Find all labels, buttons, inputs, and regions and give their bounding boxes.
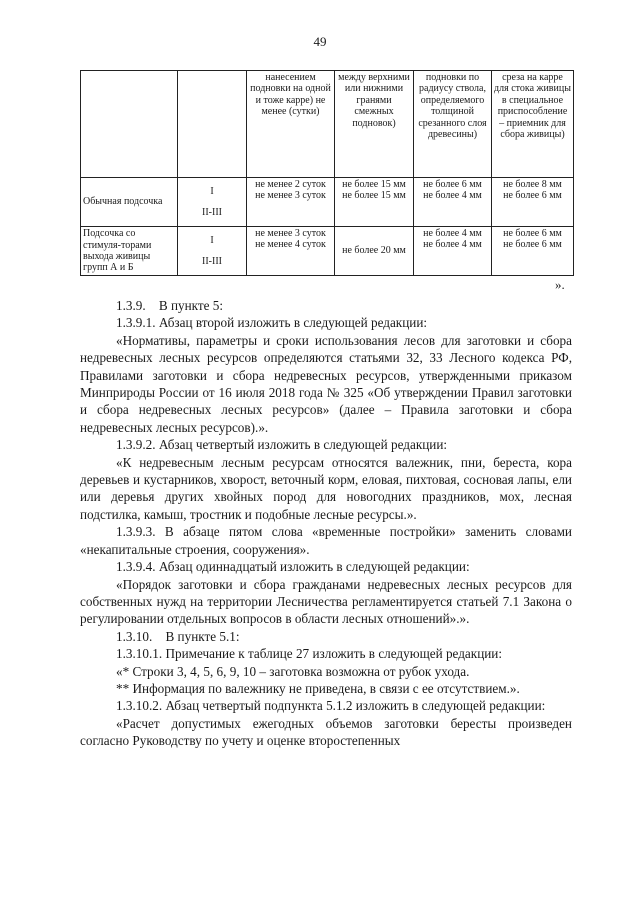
cell-value: не более 6 мм: [503, 228, 562, 239]
group-value: II-III: [202, 255, 222, 267]
group-value: I: [210, 186, 214, 198]
paragraph: 1.3.10. В пункте 5.1:: [116, 628, 240, 644]
paragraph: 1.3.9.3. В абзаце пятом слова «временные постройки» заменить словами «некапитальные строения, сооружения».: [80, 524, 572, 557]
cell-value: не менее 3 суток: [255, 228, 326, 239]
table-cell-name: Обычная подсочка: [81, 178, 178, 227]
table-cell-slope: [492, 178, 574, 227]
group-value: I: [210, 235, 214, 247]
header-cell: среза на карре для стока живицы в специальное приспособление – приемник для сбора живицы): [492, 71, 574, 178]
table-cell-distance: [335, 178, 414, 227]
page-number: 49: [313, 34, 327, 49]
table-cell-name: Подсочка со стимуля-торами выхода живицы групп А и Б: [81, 227, 178, 276]
cell-value: не более 4 мм: [423, 190, 482, 202]
paragraph: 1.3.10.1. Примечание к таблице 27 изложить в следующей редакции:: [116, 646, 503, 662]
cell-value: не более 8 мм: [503, 179, 562, 190]
cell-value: не более 4 мм: [423, 239, 482, 251]
table-cell-groups: [178, 178, 247, 227]
cell-value: не более 6 мм: [503, 239, 562, 251]
cell-value: не менее 4 суток: [255, 239, 326, 251]
table-closing-quote: ».: [555, 277, 565, 292]
table-cell-slope: [492, 227, 574, 276]
cell-value: не более 15 мм: [342, 179, 406, 190]
paragraph: «Порядок заготовки и сбора гражданами недревесных лесных ресурсов для собственных нужд на территории Лесничества регламентируется статьей 7.1 Закона о регулировании отдельных вопросов в области лесных отношений».».: [80, 576, 572, 627]
pitch-tapping-norms-table: [80, 70, 574, 276]
paragraph: ** Информация по валежнику не приведена, в связи с ее отсутствием.».: [116, 680, 520, 696]
paragraph: «К недревесным лесным ресурсам относятся валежник, пни, береста, кора деревьев и кустарников, хворост, веточный корм, еловая, пихтовая, сосновая лапы, ели или деревья других хвойных пород для новогодних праздников, мох, лесная подстилка, камыш, тростник и подобные лесные ресурсы.».: [80, 454, 572, 522]
cell-value: не более 4 мм: [423, 228, 482, 239]
cell-value: не менее 2 суток: [255, 179, 326, 190]
table-row: [81, 227, 574, 276]
table-cell-days: [247, 227, 335, 276]
cell-value: не менее 3 суток: [255, 190, 326, 202]
cell-value: не более 6 мм: [423, 179, 482, 190]
document-body: [80, 297, 572, 750]
paragraph: 1.3.10.2. Абзац четвертый подпункта 5.1.2 изложить в следующей редакции:: [116, 698, 546, 714]
paragraph: «Нормативы, параметры и сроки использования лесов для заготовки и сбора недревесных лесных ресурсов определяются статьями 32, 33 Лесного кодекса РФ, Правилами заготовки и сбора недревесных ресурсов, утвержденными приказом Минприроды России от 16 июля 2018 года № 325 «Об утверждении Правил заготовки и сбора недревесных лесных ресурсов» (далее – Правила заготовки и сбора недревесных лесных ресурсов).».: [80, 332, 572, 435]
header-cell: [81, 71, 178, 178]
table-cell-groups: [178, 227, 247, 276]
table-cell-distance: [335, 227, 414, 276]
paragraph: 1.3.9.2. Абзац четвертый изложить в следующей редакции:: [116, 437, 448, 453]
table-cell-depth: [414, 227, 492, 276]
header-cell: подновки по радиусу ствола, определяемого толщиной срезанного слоя древесины): [414, 71, 492, 178]
paragraph: «Расчет допустимых ежегодных объемов заготовки бересты произведен согласно Руководству по учету и оценке второстепенных: [80, 715, 572, 749]
cell-value: не более 6 мм: [503, 190, 562, 202]
paragraph: 1.3.9.1. Абзац второй изложить в следующей редакции:: [116, 315, 428, 331]
table-cell-days: [247, 178, 335, 227]
paragraph: 1.3.9.4. Абзац одиннадцатый изложить в следующей редакции:: [116, 559, 470, 575]
table-row: [81, 178, 574, 227]
group-value: II-III: [202, 206, 222, 218]
header-cell: [178, 71, 247, 178]
header-cell: нанесением подновки на одной и тоже карре) не менее (сутки): [247, 71, 335, 178]
table-header-row: [81, 71, 574, 178]
cell-value: не более 20 мм: [342, 245, 406, 257]
cell-value: не более 15 мм: [342, 190, 406, 202]
header-cell: между верхними или нижними гранями смежных подновок): [335, 71, 414, 178]
paragraph: «* Строки 3, 4, 5, 6, 9, 10 – заготовка возможна от рубок ухода.: [116, 663, 470, 679]
table-cell-depth: [414, 178, 492, 227]
paragraph: 1.3.9. В пункте 5:: [116, 298, 224, 313]
